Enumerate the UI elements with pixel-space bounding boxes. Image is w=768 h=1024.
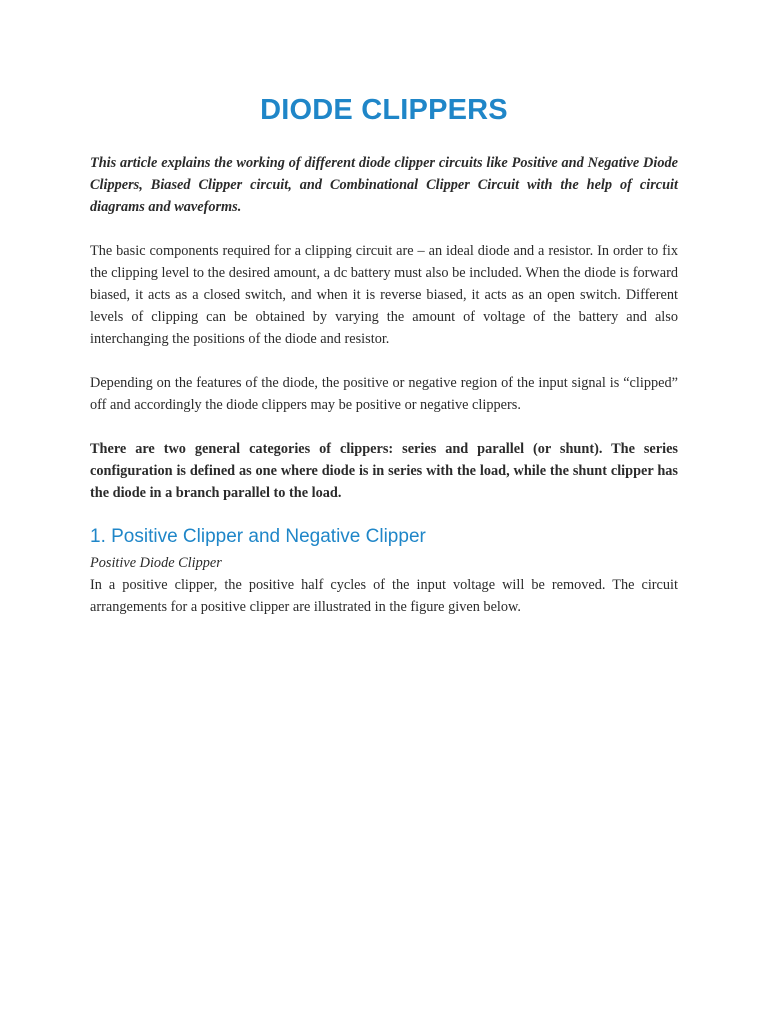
intro-paragraph: This article explains the working of different diode clipper circuits like Positive and Negative Diode Clippers, Biased Clipper circuit, and Combinational Clipper Circuit with the help of circuit diagrams and waveforms. <box>90 155 678 215</box>
document-body <box>90 88 678 618</box>
page-title: DIODE CLIPPERS <box>260 94 508 126</box>
region-paragraph: Depending on the features of the diode, the positive or negative region of the input signal is “clipped” off and accordingly the diode clippers may be positive or negative clippers. <box>90 375 678 413</box>
components-paragraph: The basic components required for a clipping circuit are – an ideal diode and a resistor. In order to fix the clipping level to the desired amount, a dc battery must also be included. When the diode is forward biased, it acts as a closed switch, and when it is reverse biased, it acts as an open switch. Different levels of clipping can be obtained by varying the amount of voltage of the battery and also interchanging the positions of the diode and resistor. <box>90 243 678 347</box>
section-heading: 1. Positive Clipper and Negative Clipper <box>90 526 426 547</box>
section-subheading: Positive Diode Clipper <box>90 555 222 571</box>
section-paragraph: In a positive clipper, the positive half cycles of the input voltage will be removed. The circuit arrangements for a positive clipper are illustrated in the figure given below. <box>90 577 678 615</box>
categories-paragraph: There are two general categories of clippers: series and parallel (or shunt). The series configuration is defined as one where diode is in series with the load, while the shunt clipper has the diode in a branch parallel to the load. <box>90 441 678 501</box>
